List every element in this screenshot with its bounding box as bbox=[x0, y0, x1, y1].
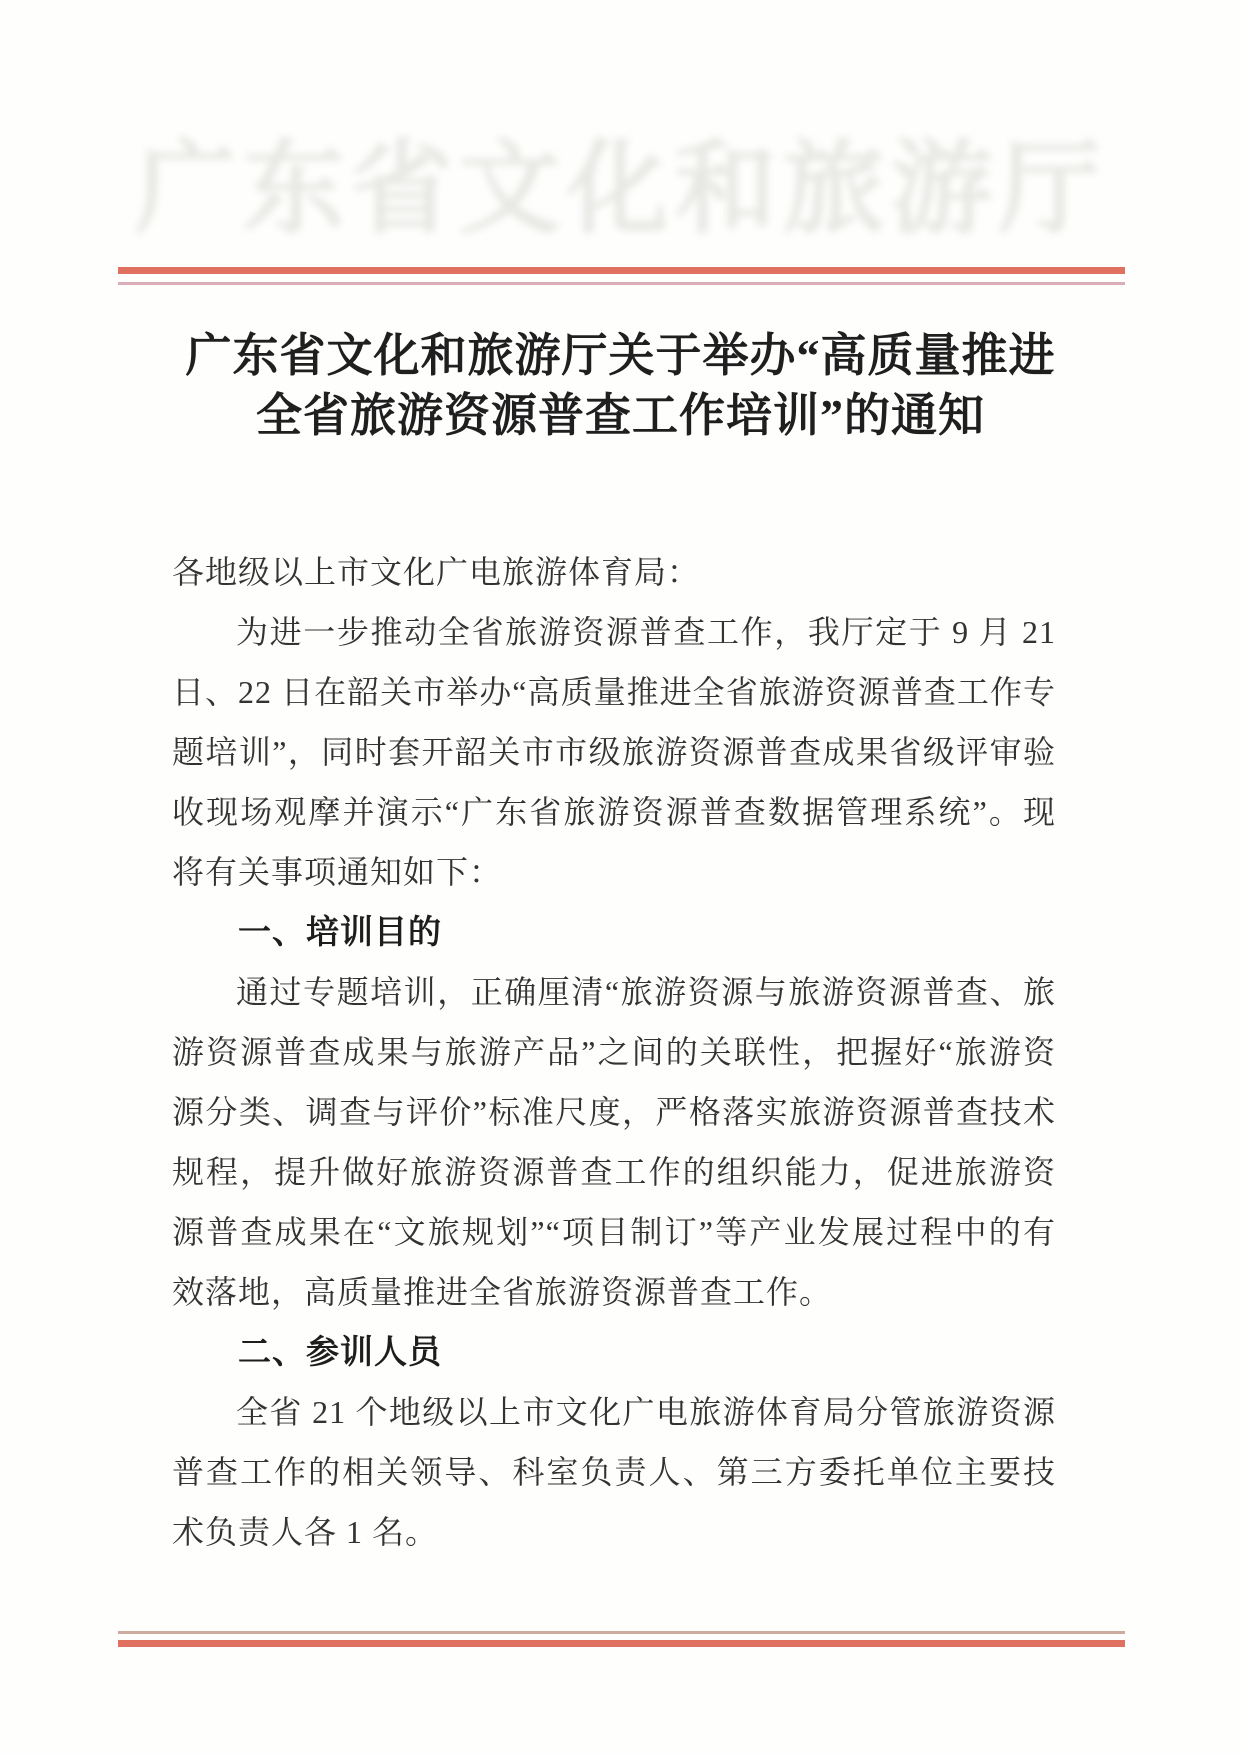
footer-rule-thin bbox=[118, 1631, 1125, 1634]
header-rule-thin bbox=[118, 282, 1125, 285]
intro-paragraph: 为进一步推动全省旅游资源普查工作，我厅定于 9 月 21 日、22 日在韶关市举办“高质量推进全省旅游资源普查工作专题培训”，同时套开韶关市市级旅游资源普查成果省级评审验收现场观摩并演示“广东省旅游资源普查数据管理系统”。现将有关事项通知如下： bbox=[172, 614, 1056, 890]
title-line-2: 全省旅游资源普查工作培训”的通知 bbox=[256, 390, 985, 441]
title-line-1: 广东省文化和旅游厅关于举办“高质量推进 bbox=[185, 330, 1056, 381]
footer-rule-thick bbox=[118, 1640, 1125, 1647]
section-1-heading: 一、培训目的 bbox=[238, 913, 442, 950]
document-title bbox=[0, 326, 1241, 446]
section-2-body: 全省 21 个地级以上市文化广电旅游体育局分管旅游资源普查工作的相关领导、科室负责人、第三方委托单位主要技术负责人各 1 名。 bbox=[172, 1394, 1056, 1550]
footer-divider bbox=[118, 1631, 1125, 1647]
letterhead-watermark: 广东省文化和旅游厅 bbox=[134, 134, 1107, 247]
section-2-heading: 二、参训人员 bbox=[238, 1333, 442, 1370]
header-divider bbox=[118, 267, 1125, 285]
document-body bbox=[172, 542, 1056, 1562]
header-rule-thick bbox=[118, 267, 1125, 274]
section-1-body: 通过专题培训，正确厘清“旅游资源与旅游资源普查、旅游资源普查成果与旅游产品”之间的关联性，把握好“旅游资源分类、调查与评价”标准尺度，严格落实旅游资源普查技术规程，提升做好旅游资源普查工作的组织能力，促进旅游资源普查成果在“文旅规划”“项目制订”等产业发展过程中的有效落地，高质量推进全省旅游资源普查工作。 bbox=[172, 974, 1056, 1310]
salutation: 各地级以上市文化广电旅游体育局： bbox=[172, 554, 701, 590]
